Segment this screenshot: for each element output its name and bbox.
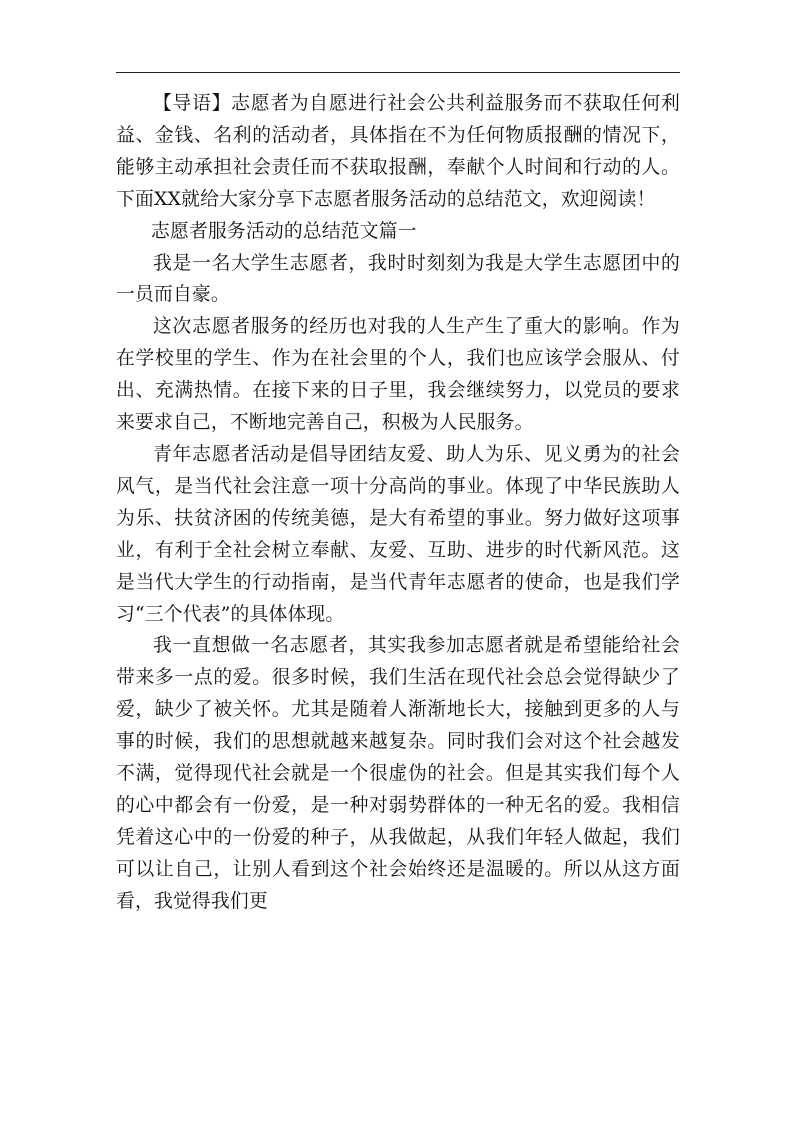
document-body <box>116 88 680 918</box>
body-paragraph: 我一直想做一名志愿者，其实我参加志愿者就是希望能给社会带来多一点的爱。很多时候，我们生活在现代社会总会觉得缺少了爱，缺少了被关怀。尤其是随着人渐渐地长大，接触到更多的人与事的时候，我们的思想就越来越复杂。同时我们会对这个社会越发不满，觉得现代社会就是一个很虚伪的社会。但是其实我们每个人的心中都会有一份爱，是一种对弱势群体的一种无名的爱。我相信凭着这心中的一份爱的种子，从我做起，从我们年轻人做起，我们可以让自己，让别人看到这个社会始终还是温暖的。所以从这方面看，我觉得我们更 <box>116 635 680 912</box>
body-paragraph: 青年志愿者活动是倡导团结友爱、助人为乐、见义勇为的社会风气，是当代社会注意一项十分高尚的事业。体现了中华民族助人为乐、扶贫济困的传统美德，是大有希望的事业。努力做好这项事业，有利于全社会树立奉献、友爱、互助、进步的时代新风范。这是当代大学生的行动指南，是当代青年志愿者的使命，也是我们学习“三个代表”的具体体现。 <box>116 443 680 625</box>
body-paragraph: 我是一名大学生志愿者，我时时刻刻为我是大学生志愿团中的一员而自豪。 <box>116 252 680 306</box>
body-paragraph: 这次志愿者服务的经历也对我的人生产生了重大的影响。作为在学校里的学生、作为在社会里的个人，我们也应该学会服从、付出、充满热情。在接下来的日子里，我会继续努力，以党员的要求来要求自己，不断地完善自己，积极为人民服务。 <box>116 316 680 434</box>
intro-paragraph: 【导语】志愿者为自愿进行社会公共利益服务而不获取任何利益、金钱、名利的活动者，具体指在不为任何物质报酬的情况下，能够主动承担社会责任而不获取报酬，奉献个人时间和行动的人。下面XX就给大家分享下志愿者服务活动的总结范文，欢迎阅读！ <box>116 93 680 210</box>
header-divider <box>116 72 680 73</box>
article-title: 志愿者服务活动的总结范文篇一 <box>151 220 417 242</box>
